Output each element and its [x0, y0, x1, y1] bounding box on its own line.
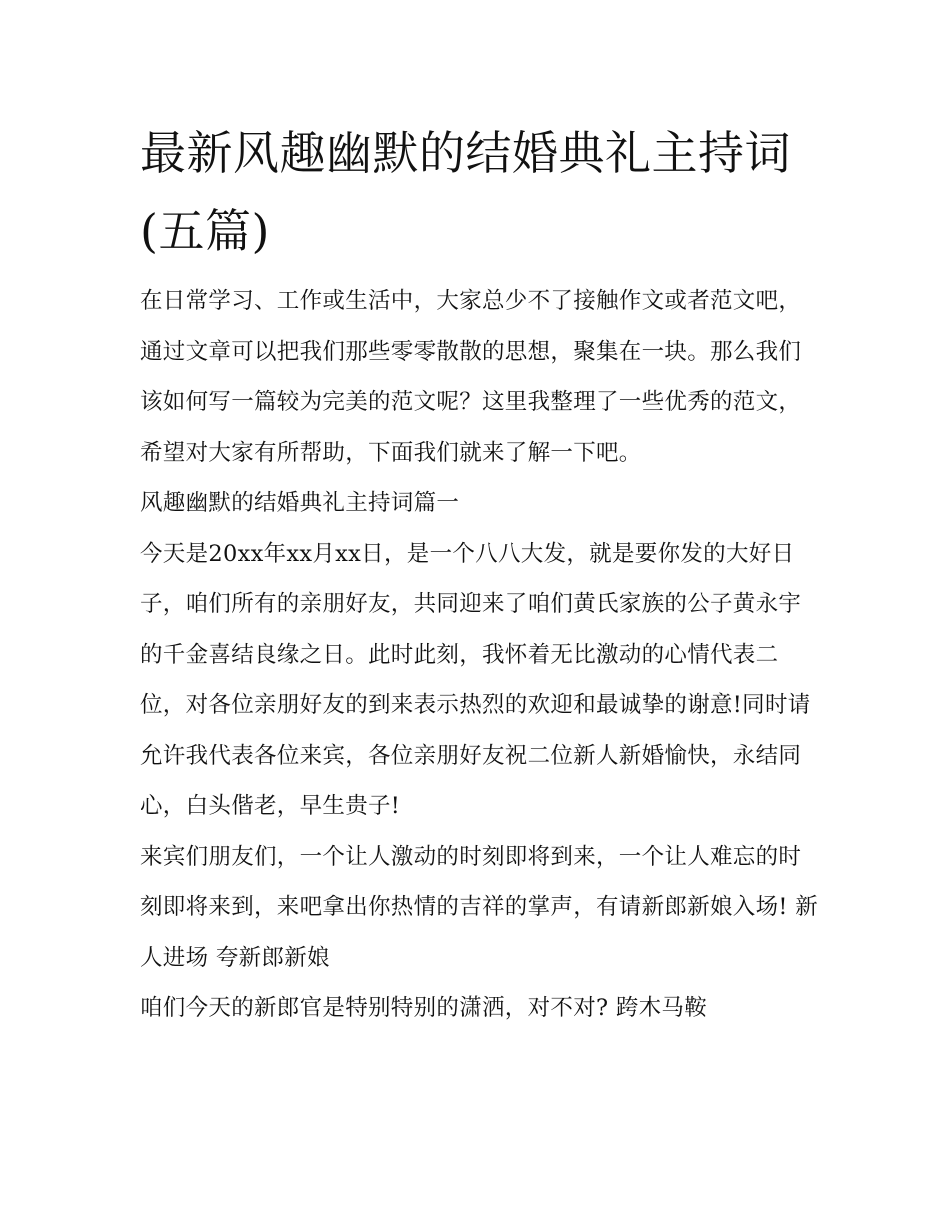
section-heading: 风趣幽默的结婚典礼主持词篇一: [140, 490, 460, 516]
intro-paragraph: 在日常学习、工作或生活中，大家总少不了接触作文或者范文吧，通过文章可以把我们那些零零散散的思想，聚集在一块。那么我们该如何写一篇较为完美的范文呢？这里我整理了一些优秀的范文，希望对大家有所帮助，下面我们就来了解一下吧。: [140, 288, 802, 466]
body-paragraph: 来宾们朋友们，一个让人激动的时刻即将到来，一个让人难忘的时刻即将来到，来吧拿出你热情的吉祥的掌声，有请新郎新娘入场! 新人进场 夸新郎新娘: [140, 843, 818, 971]
body-paragraph: 今天是20xx年xx月xx日，是一个八八大发，就是要你发的大好日子，咱们所有的亲朋好友，共同迎来了咱们黄氏家族的公子黄永宇的千金喜结良缘之日。此时此刻，我怀着无比激动的心情代表二位，对各位亲朋好友的到来表示热烈的欢迎和最诚挚的谢意!同时请允许我代表各位来宾，各位亲朋好友祝二位新人新婚愉快，永结同心，白头偕老，早生贵子!: [140, 540, 811, 819]
document-body: [140, 276, 820, 1034]
document-title: 最新风趣幽默的结婚典礼主持词(五篇): [140, 126, 791, 258]
body-paragraph: 咱们今天的新郎官是特别特别的潇洒，对不对? 跨木马鞍: [140, 995, 708, 1021]
